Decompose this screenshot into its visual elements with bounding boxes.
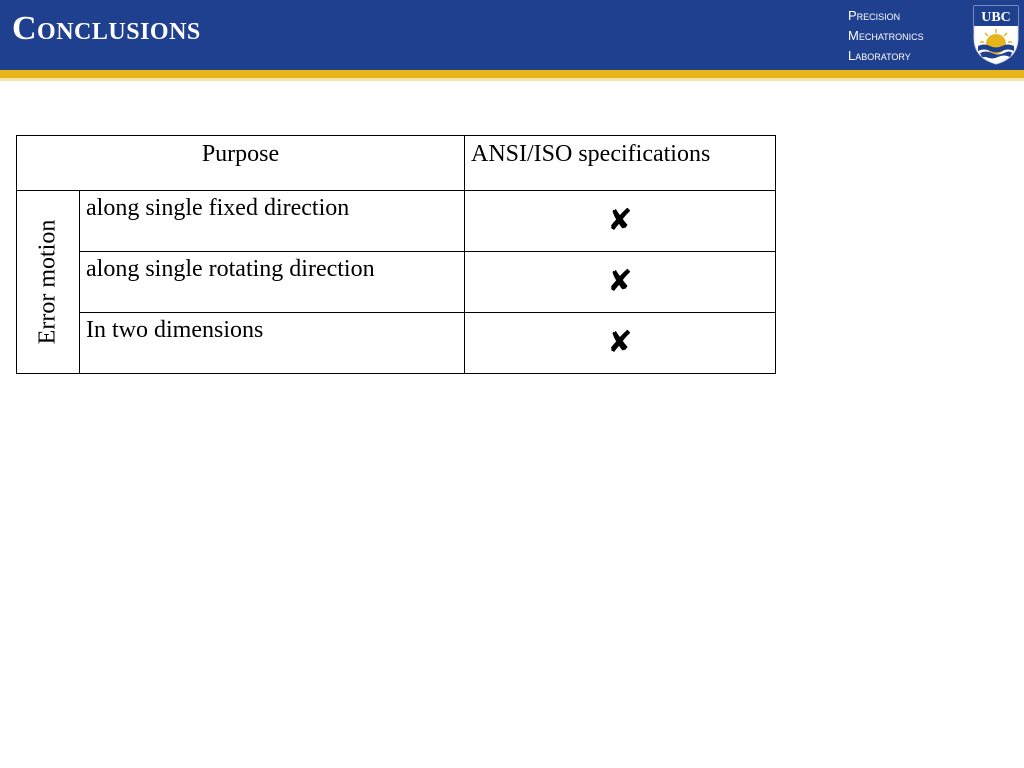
row-label-cell (80, 191, 465, 252)
row-label-cell (80, 252, 465, 313)
table-row (17, 191, 776, 252)
header-spec-cell (465, 136, 776, 191)
group-label: Error motion (34, 219, 61, 345)
header-spec: ANSI/ISO specifications (471, 141, 711, 167)
cross-mark-icon: ✘ (607, 263, 633, 299)
row-label: along single fixed direction (86, 195, 350, 221)
lab-name-line-2: Mechatronics (848, 28, 924, 43)
row-mark-cell (465, 313, 776, 374)
cross-mark-icon: ✘ (607, 202, 633, 238)
table-row (17, 313, 776, 374)
row-mark-cell (465, 191, 776, 252)
header-stripe (0, 70, 1024, 78)
row-mark-cell (465, 252, 776, 313)
row-label-cell (80, 313, 465, 374)
slide-title: Conclusions (12, 10, 201, 47)
specifications-table (16, 135, 776, 374)
lab-name-line-3: Laboratory (848, 48, 911, 63)
table-row (17, 252, 776, 313)
ubc-crest-logo (972, 4, 1020, 66)
ubc-logo-text: UBC (981, 10, 1011, 25)
row-label: along single rotating direction (86, 256, 375, 282)
header-purpose: Purpose (201, 141, 280, 167)
header-stripe-light (0, 78, 1024, 81)
cross-mark-icon: ✘ (607, 324, 633, 360)
lab-name-line-1: Precision (848, 8, 901, 23)
group-label-cell (17, 191, 80, 374)
lab-name (848, 6, 924, 66)
row-label: In two dimensions (86, 317, 264, 343)
header-purpose-cell (17, 136, 465, 191)
table-header-row (17, 136, 776, 191)
